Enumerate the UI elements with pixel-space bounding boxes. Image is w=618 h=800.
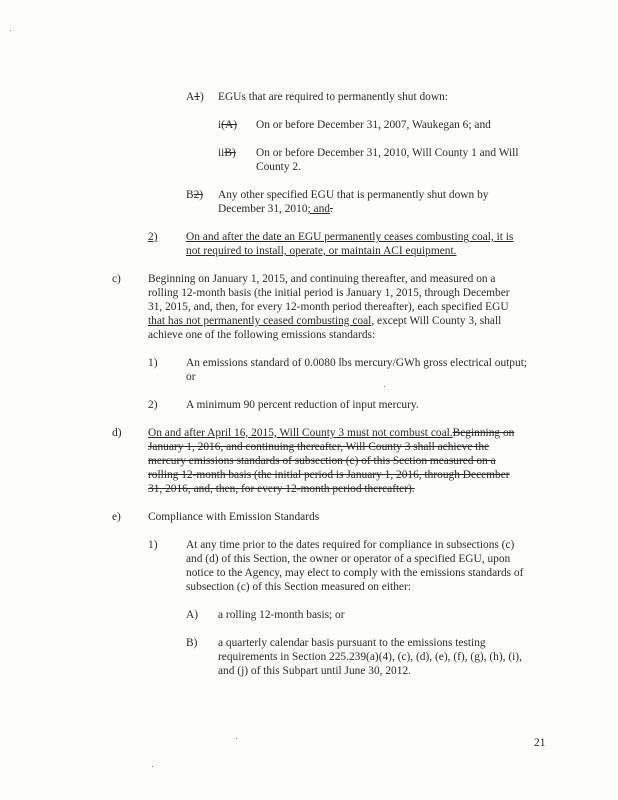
paragraph-e-heading: Compliance with Emission Standards	[148, 511, 320, 523]
label-2: 2)	[148, 231, 158, 243]
label-e: e)	[112, 511, 121, 523]
label-c: c)	[112, 273, 121, 285]
label-A1: A1)	[186, 91, 204, 103]
paragraph-iiB-line1: On or before December 31, 2010, Will County 1 and Will	[256, 147, 519, 159]
scan-speck	[236, 738, 237, 739]
label-c1: 1)	[148, 357, 158, 369]
paragraph-2-line1: On and after the date an EGU permanently ceases combusting coal, it is	[186, 231, 514, 243]
paragraph-iiB-line2: County 2.	[256, 161, 301, 173]
paragraph-e1-line1: At any time prior to the dates required for compliance in subsections (c)	[186, 539, 515, 551]
scan-speck	[152, 766, 153, 767]
paragraph-B2-line1: Any other specified EGU that is permanently shut down by	[218, 189, 489, 201]
paragraph-d-line3: mercury emissions standards of subsection (c) of this Section measured on a	[148, 455, 496, 467]
label-B2: B2)	[186, 189, 204, 201]
paragraph-e1A-text: a rolling 12-month basis; or	[218, 609, 345, 621]
paragraph-c1-line2: or	[186, 371, 196, 383]
paragraph-c-line1: Beginning on January 1, 2015, and continuing thereafter, and measured on a	[148, 273, 496, 285]
label-iiB: iiB)	[218, 147, 236, 159]
paragraph-d-line5: 31, 2016, and, then, for every 12-month period thereafter).	[148, 483, 415, 495]
page-number: 21	[534, 737, 546, 749]
paragraph-2-line2: not required to install, operate, or maintain ACI equipment.	[186, 245, 457, 257]
paragraph-c-line5: achieve one of the following emissions standards:	[148, 329, 376, 341]
paragraph-A1-text: EGUs that are required to permanently shut down:	[218, 91, 448, 103]
paragraph-d-line2: January 1, 2016, and continuing thereafter, Will County 3 shall achieve the	[148, 441, 490, 453]
label-iA: i(A)	[218, 119, 237, 131]
label-e1: 1)	[148, 539, 158, 551]
paragraph-e1-line4: subsection (c) of this Section measured on either:	[186, 581, 411, 593]
paragraph-e1-line2: and (d) of this Section, the owner or operator of a specified EGU, upon	[186, 553, 511, 565]
paragraph-iA-text: On or before December 31, 2007, Waukegan 6; and	[256, 119, 491, 131]
label-d: d)	[112, 427, 122, 439]
paragraph-d-line4: rolling 12-month basis (the initial period is January 1, 2016, through December	[148, 469, 510, 481]
paragraph-e1B-line3: and (j) of this Subpart until June 30, 2012.	[218, 665, 411, 677]
paragraph-c1-line1: An emissions standard of 0.0080 lbs mercury/GWh gross electrical output;	[186, 357, 528, 369]
label-c2: 2)	[148, 399, 158, 411]
paragraph-e1B-line1: a quarterly calendar basis pursuant to the emissions testing	[218, 637, 486, 649]
paragraph-c2-text: A minimum 90 percent reduction of input mercury.	[186, 399, 419, 411]
paragraph-c-line4: that has not permanently ceased combusting coal, except Will County 3, shall	[148, 315, 502, 327]
paragraph-c-line3: 31, 2015, and, then, for every 12-month period thereafter), each specified EGU	[148, 301, 509, 313]
paragraph-d-line1: On and after April 16, 2015, Will County 3 must not combust coal.Beginning on	[148, 427, 515, 439]
scan-speck	[10, 30, 11, 31]
paragraph-B2-line2: December 31, 2010; and.	[218, 203, 333, 215]
paragraph-e1-line3: notice to the Agency, may elect to comply with the emissions standards of	[186, 567, 524, 579]
paragraph-e1B-line2: requirements in Section 225.239(a)(4), (c), (d), (e), (f), (g), (h), (i),	[218, 651, 522, 663]
paragraph-c-line2: rolling 12-month basis (the initial period is January 1, 2015, through December	[148, 287, 510, 299]
label-e1B: B)	[186, 637, 198, 649]
scan-speck	[384, 386, 385, 387]
label-e1A: A)	[186, 609, 199, 621]
